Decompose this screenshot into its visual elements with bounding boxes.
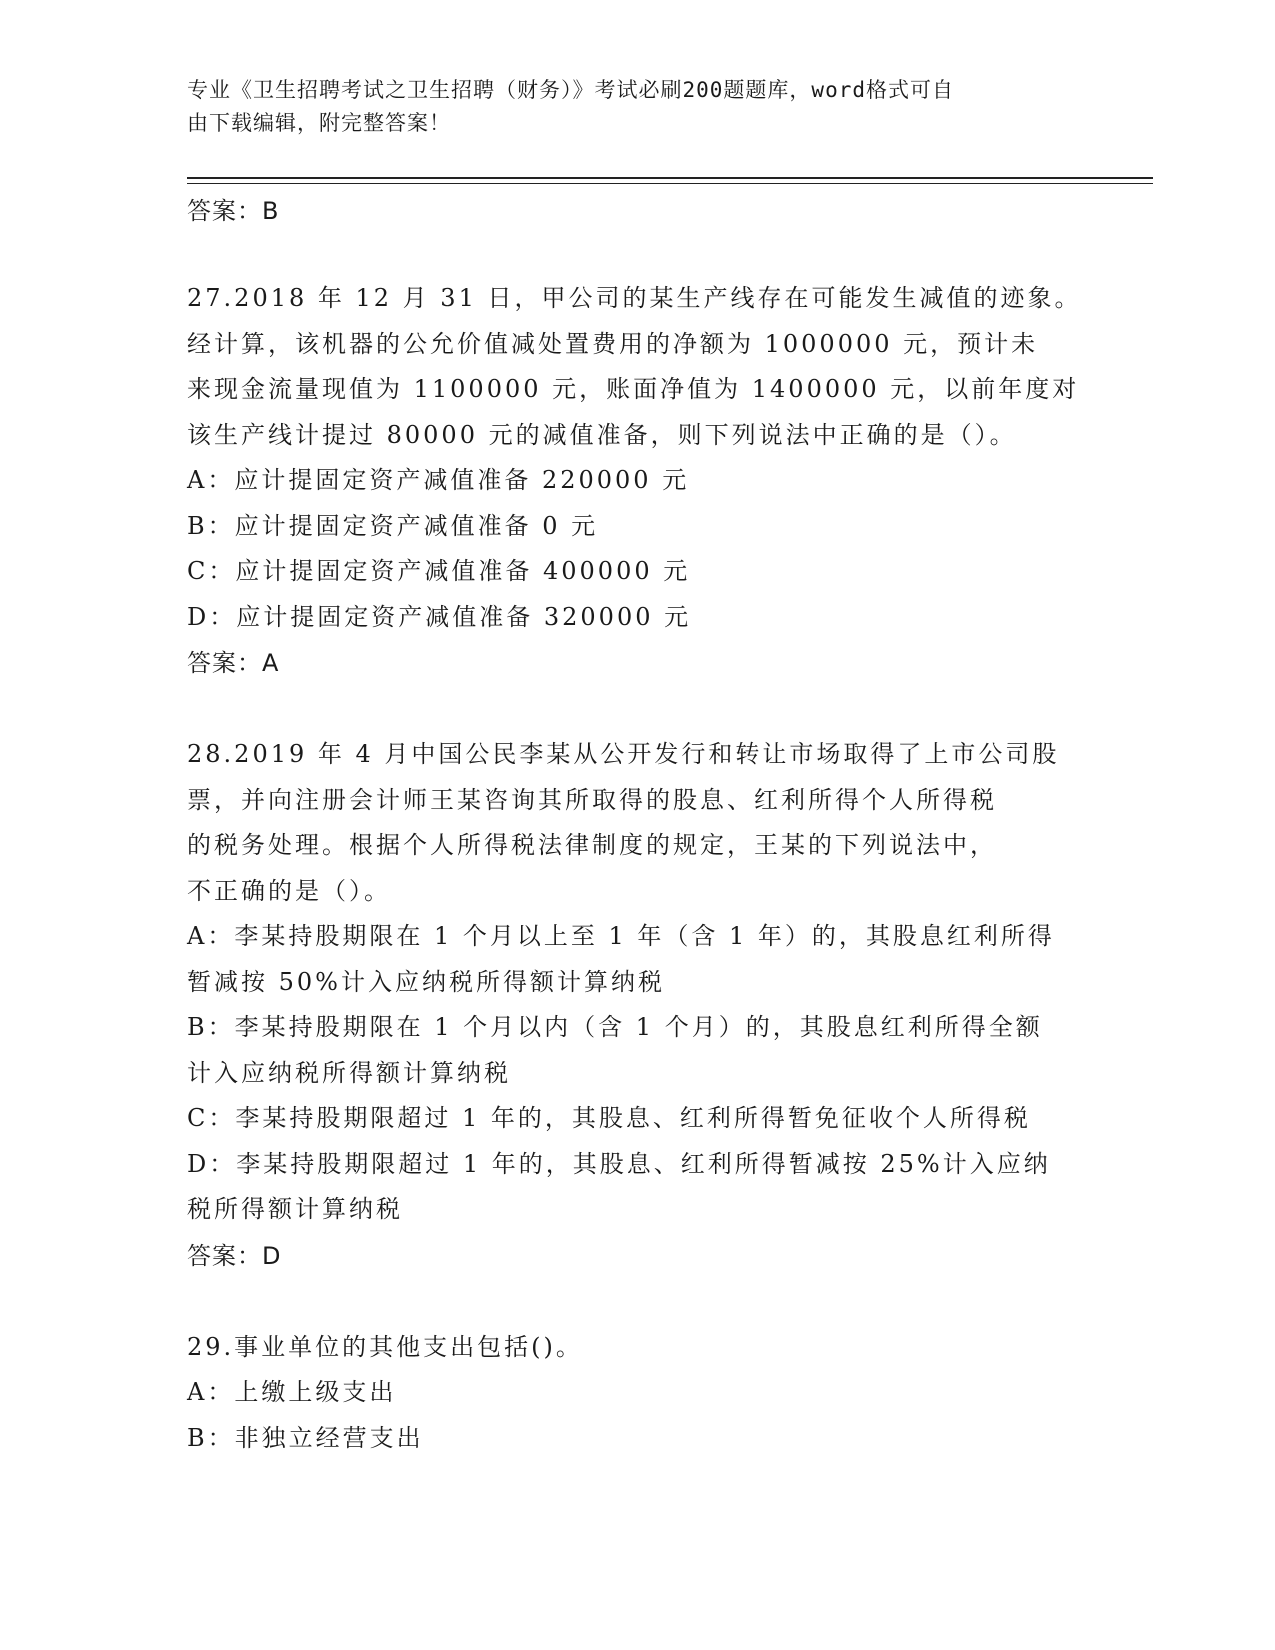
question-line: 该生产线计提过 80000 元的减值准备，则下列说法中正确的是（）。 <box>187 420 1017 449</box>
option-d <box>187 595 1087 641</box>
option-c <box>187 549 1087 595</box>
question-text <box>187 732 1087 914</box>
option-line: B：非独立经营支出 <box>187 1423 424 1452</box>
option-a <box>187 458 1087 504</box>
option-line: D：李某持股期限超过 1 年的，其股息、红利所得暂减按 25%计入应纳 <box>187 1149 1051 1178</box>
option-line: B：应计提固定资产减值准备 0 元 <box>187 511 599 540</box>
header-line-1: 专业《卫生招聘考试之卫生招聘（财务）》考试必刷200题题库，word格式可自 <box>187 78 954 102</box>
option-b <box>187 504 1087 550</box>
question-block <box>187 732 1087 1279</box>
header-line-2: 由下载编辑，附完整答案！ <box>187 111 451 135</box>
answer: 答案：D <box>187 1241 282 1270</box>
question-line: 27.2018 年 12 月 31 日，甲公司的某生产线存在可能发生减值的迹象。 <box>187 284 1082 312</box>
question-line: 29.事业单位的其他支出包括()。 <box>187 1332 583 1361</box>
question-line: 28.2019 年 4 月中国公民李某从公开发行和转让市场取得了上市公司股 <box>187 740 1060 768</box>
option-c <box>187 1096 1087 1142</box>
question-line: 的税务处理。根据个人所得税法律制度的规定，王某的下列说法中， <box>187 831 997 859</box>
document-header <box>187 74 1067 140</box>
header-rule-thin <box>187 183 1153 184</box>
option-d <box>187 1142 1087 1233</box>
option-line: 计入应纳税所得额计算纳税 <box>187 1058 511 1087</box>
question-block <box>187 276 1087 686</box>
option-line: D：应计提固定资产减值准备 320000 元 <box>187 602 692 631</box>
answer: 答案：A <box>187 649 280 677</box>
option-a <box>187 914 1087 1005</box>
option-line: C：应计提固定资产减值准备 400000 元 <box>187 557 691 585</box>
option-line: A：李某持股期限在 1 个月以上至 1 年（含 1 年）的，其股息红利所得 <box>187 922 1055 950</box>
option-line: A：应计提固定资产减值准备 220000 元 <box>187 466 690 494</box>
question-line: 经计算，该机器的公允价值减处置费用的净额为 1000000 元，预计未 <box>187 329 1039 358</box>
header-rule-thick <box>187 177 1153 179</box>
document-body <box>187 188 1087 1461</box>
option-b <box>187 1416 1087 1462</box>
question-block <box>187 1325 1087 1462</box>
option-line: A：上缴上级支出 <box>187 1378 397 1406</box>
previous-answer: 答案：B <box>187 197 280 225</box>
option-line: C：李某持股期限超过 1 年的，其股息、红利所得暂免征收个人所得税 <box>187 1104 1031 1132</box>
option-line: 税所得额计算纳税 <box>187 1195 403 1223</box>
option-line: 暂减按 50%计入应纳税所得额计算纳税 <box>187 967 665 996</box>
option-a <box>187 1370 1087 1416</box>
question-line: 不正确的是（）。 <box>187 876 391 905</box>
question-line: 来现金流量现值为 1100000 元，账面净值为 1400000 元，以前年度对 <box>187 375 1080 403</box>
question-text <box>187 1325 1087 1371</box>
question-line: 票，并向注册会计师王某咨询其所取得的股息、红利所得个人所得税 <box>187 785 997 814</box>
option-line: B：李某持股期限在 1 个月以内（含 1 个月）的，其股息红利所得全额 <box>187 1013 1043 1041</box>
option-b <box>187 1005 1087 1096</box>
question-text <box>187 276 1087 458</box>
